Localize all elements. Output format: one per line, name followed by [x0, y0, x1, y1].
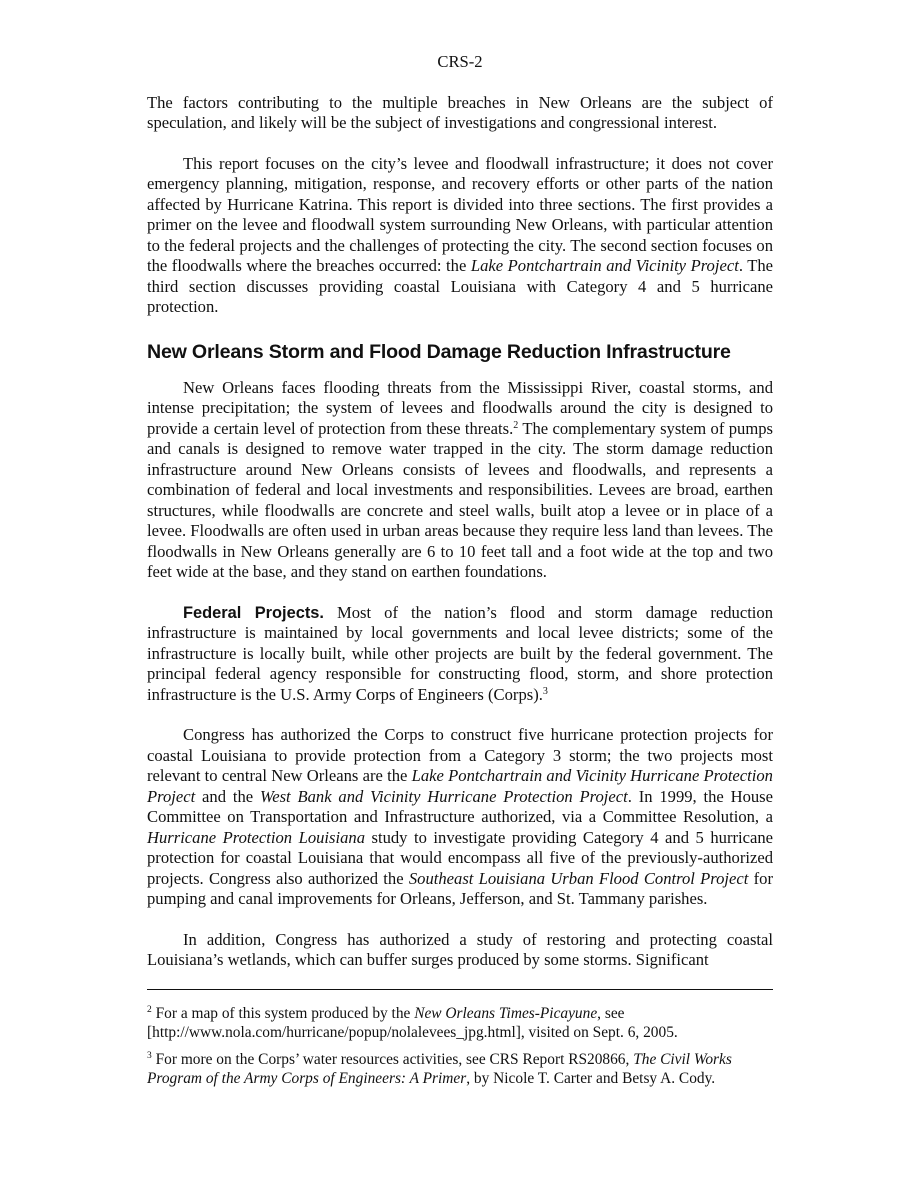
wetlands-paragraph: In addition, Congress has authorized a study of restoring and protecting coastal Louisiana’s wetlands, which can buffer surges produced by some storms. Significant: [147, 929, 773, 969]
federal-projects-runin-heading: Federal Projects.: [183, 603, 324, 622]
footnote-ref-3: 3: [542, 685, 548, 697]
federal-projects-paragraph: Federal Projects. Most of the nation’s flood and storm damage reduction infrastructure is maintained by local governments and local levee districts; some of the infrastructure is locally built, while other projects are built by the federal government. The principal federal agency responsible for constructing flood, storm, and shore protection infrastructure is the U.S. Army Corps of Engineers (Corps).$^3$: [147, 602, 774, 704]
threats-paragraph: New Orleans faces flooding threats from the Mississippi River, coastal storms, and intense precipitation; the system of levees and floodwalls around the city is designed to provide a certain level of protection from these threats.$^2$ The complementary system of pumps and canals is designed to remove water trapped in the city. The storm damage reduction infrastructure around New Orleans consists of levees and floodwalls, and represents a combination of federal and local investments and responsibilities. Levees are broad, earthen structures, while floodwalls are concrete and steel walls, built atop a levee or in place of a levee. Floodwalls are often used in urban areas because they require less land than levees. The floodwalls in New Orleans generally are 6 to 10 feet tall and a foot wide at the top and two feet wide at the base, and they stand on earthen foundations.: [147, 377, 773, 581]
footnotes: [147, 1004, 773, 1088]
congress-authorization-paragraph: Congress has authorized the Corps to construct five hurricane protection projects for coastal Louisiana to provide protection from a Category 3 storm; the two projects most relevant to central New Orleans are the Lake Pontchartrain and Vicinity Hurricane Protection Project and the West Bank and Vicinity Hurricane Protection Project. In 1999, the House Committee on Transportation and Infrastructure authorized, via a Committee Resolution, a Hurricane Protection Louisiana study to investigate providing Category 4 and 5 hurricane protection for coastal Louisiana that would encompass all five of the previously-authorized projects. Congress also authorized the Southeast Louisiana Urban Flood Control Project for pumping and canal improvements for Orleans, Jefferson, and St. Tammany parishes.: [147, 725, 774, 908]
footnote-separator: [147, 989, 773, 990]
footnote-3: $^3$ For more on the Corps’ water resources activities, see CRS Report RS20866, The Civil Works Program of the Army Corps of Engineers: A Primer, by Nicole T. Carter and Betsy A. Cody.: [147, 1050, 732, 1087]
footnote-2: $^2$ For a map of this system produced by the New Orleans Times-Picayune, see [http://www.nola.com/hurricane/popup/nolalevees_jpg.html], visited on Sept. 6, 2005.: [147, 1004, 678, 1041]
intro-paragraph: The factors contributing to the multiple breaches in New Orleans are the subject of speculation, and likely will be the subject of investigations and congressional interest.: [147, 92, 773, 132]
section-heading: New Orleans Storm and Flood Damage Reduction Infrastructure: [147, 340, 731, 363]
document-page: [147, 52, 773, 1096]
page-header: CRS-2: [437, 52, 483, 71]
footnote-ref-2: 2: [513, 419, 519, 431]
report-scope-paragraph: This report focuses on the city’s levee and floodwall infrastructure; it does not cover emergency planning, mitigation, response, and recovery efforts or other parts of the nation affected by Hurricane Katrina. This report is divided into three sections. The first provides a primer on the levee and floodwall system surrounding New Orleans, with particular attention to the federal projects and the challenges of protecting the city. The second section focuses on the floodwalls where the breaches occurred: the Lake Pontchartrain and Vicinity Project. The third section discusses providing coastal Louisiana with Category 4 and 5 hurricane protection.: [147, 153, 773, 316]
